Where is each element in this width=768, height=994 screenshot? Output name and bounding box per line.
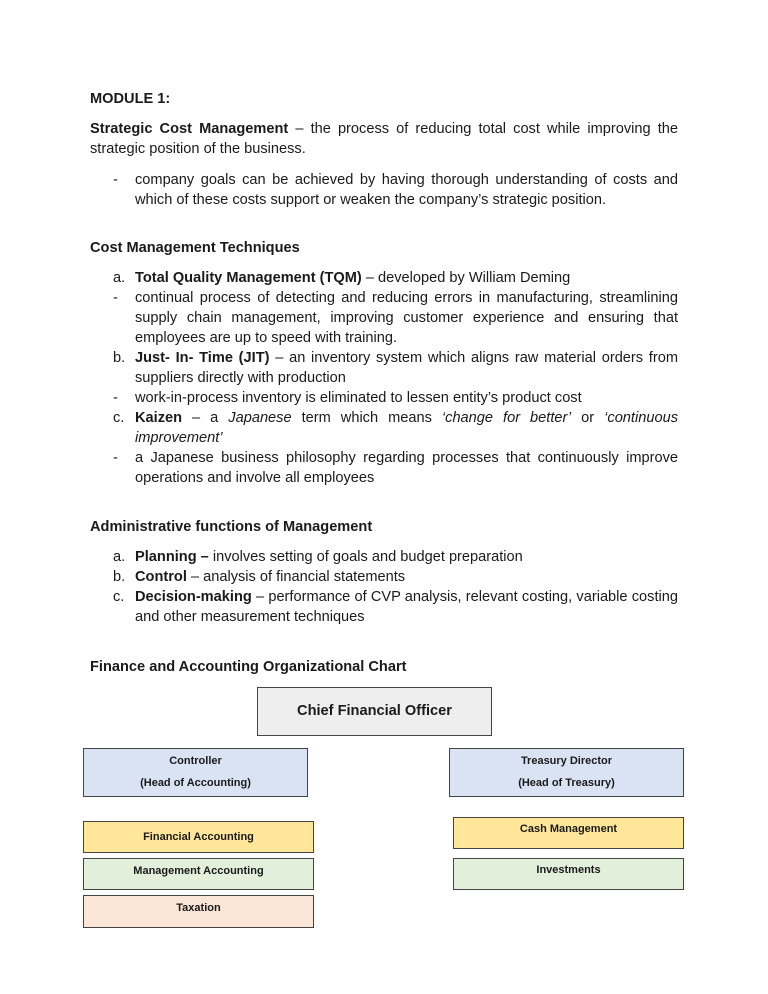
list-marker: -	[113, 450, 118, 466]
tqm-term: Total Quality Management (TQM)	[135, 270, 362, 286]
list-marker: -	[113, 290, 118, 306]
control-term: Control	[135, 569, 187, 585]
controller-box	[83, 748, 308, 797]
admin-decision	[135, 587, 678, 627]
bullet-marker: -	[113, 172, 118, 188]
technique-jit	[135, 348, 678, 388]
kaizen-bullet: a Japanese business philosophy regarding processes that continuously improve operations and involve all employees	[135, 450, 678, 486]
controller-title: Controller	[169, 755, 222, 767]
treasury-subtitle: (Head of Treasury)	[518, 777, 615, 789]
scm-term: Strategic Cost Management	[90, 121, 289, 137]
cash-management-box: Cash Management	[453, 817, 684, 849]
kaizen-italic: ‘change for better’	[441, 410, 572, 426]
scm-definition	[90, 119, 678, 159]
jit-bullet: work-in-process inventory is eliminated to lessen entity’s product cost	[135, 390, 582, 406]
kaizen-term: Kaizen	[135, 410, 183, 426]
kaizen-text: – a	[182, 410, 229, 426]
scm-bullet: company goals can be achieved by having thorough understanding of costs and which of these costs support or weaken the company’s strategic position.	[135, 172, 678, 208]
kaizen-text: or	[571, 410, 605, 426]
list-marker: a.	[113, 549, 126, 565]
decision-term: Decision-making	[135, 589, 252, 605]
list-marker: a.	[113, 270, 126, 286]
technique-tqm	[135, 268, 678, 288]
treasury-box	[449, 748, 684, 797]
financial-accounting-box: Financial Accounting	[83, 821, 314, 853]
admin-heading: Administrative functions of Management	[90, 519, 373, 535]
org-chart-heading: Finance and Accounting Organizational Chart	[90, 659, 407, 675]
technique-kaizen	[135, 408, 678, 448]
kaizen-italic: Japanese	[228, 410, 292, 426]
decision-text: – performance of CVP analysis, relevant costing, variable costing and other measurement techniques	[135, 589, 678, 625]
list-marker: b.	[113, 350, 126, 366]
list-marker: -	[113, 390, 118, 406]
scm-definition-text: – the process of reducing total cost while improving the strategic position of the business.	[90, 121, 678, 157]
list-marker: c.	[113, 410, 125, 426]
jit-text: – an inventory system which aligns raw material orders from suppliers directly with production	[135, 350, 678, 386]
tqm-bullet: continual process of detecting and reducing errors in manufacturing, streamlining supply chain management, improving customer experience and ensuring that employees are up to speed with training.	[135, 290, 678, 346]
list-marker: b.	[113, 569, 126, 585]
techniques-heading: Cost Management Techniques	[90, 240, 300, 256]
module-title: MODULE 1:	[90, 91, 171, 107]
list-marker: c.	[113, 589, 125, 605]
kaizen-italic: ‘continuous improvement’	[135, 410, 678, 446]
management-accounting-box: Management Accounting	[83, 858, 314, 890]
kaizen-text: term which means	[291, 410, 442, 426]
taxation-box: Taxation	[83, 895, 314, 928]
planning-term: Planning –	[135, 549, 209, 565]
jit-term: Just- In- Time (JIT)	[135, 350, 270, 366]
treasury-title: Treasury Director	[520, 755, 613, 767]
controller-subtitle: (Head of Accounting)	[140, 777, 251, 789]
control-text: – analysis of financial statements	[186, 569, 406, 585]
cfo-box: Chief Financial Officer	[257, 687, 492, 736]
admin-planning	[135, 547, 678, 567]
investments-box: Investments	[453, 858, 684, 890]
admin-control	[135, 567, 678, 587]
planning-text: involves setting of goals and budget preparation	[208, 549, 523, 565]
tqm-text: – developed by William Deming	[361, 270, 571, 286]
